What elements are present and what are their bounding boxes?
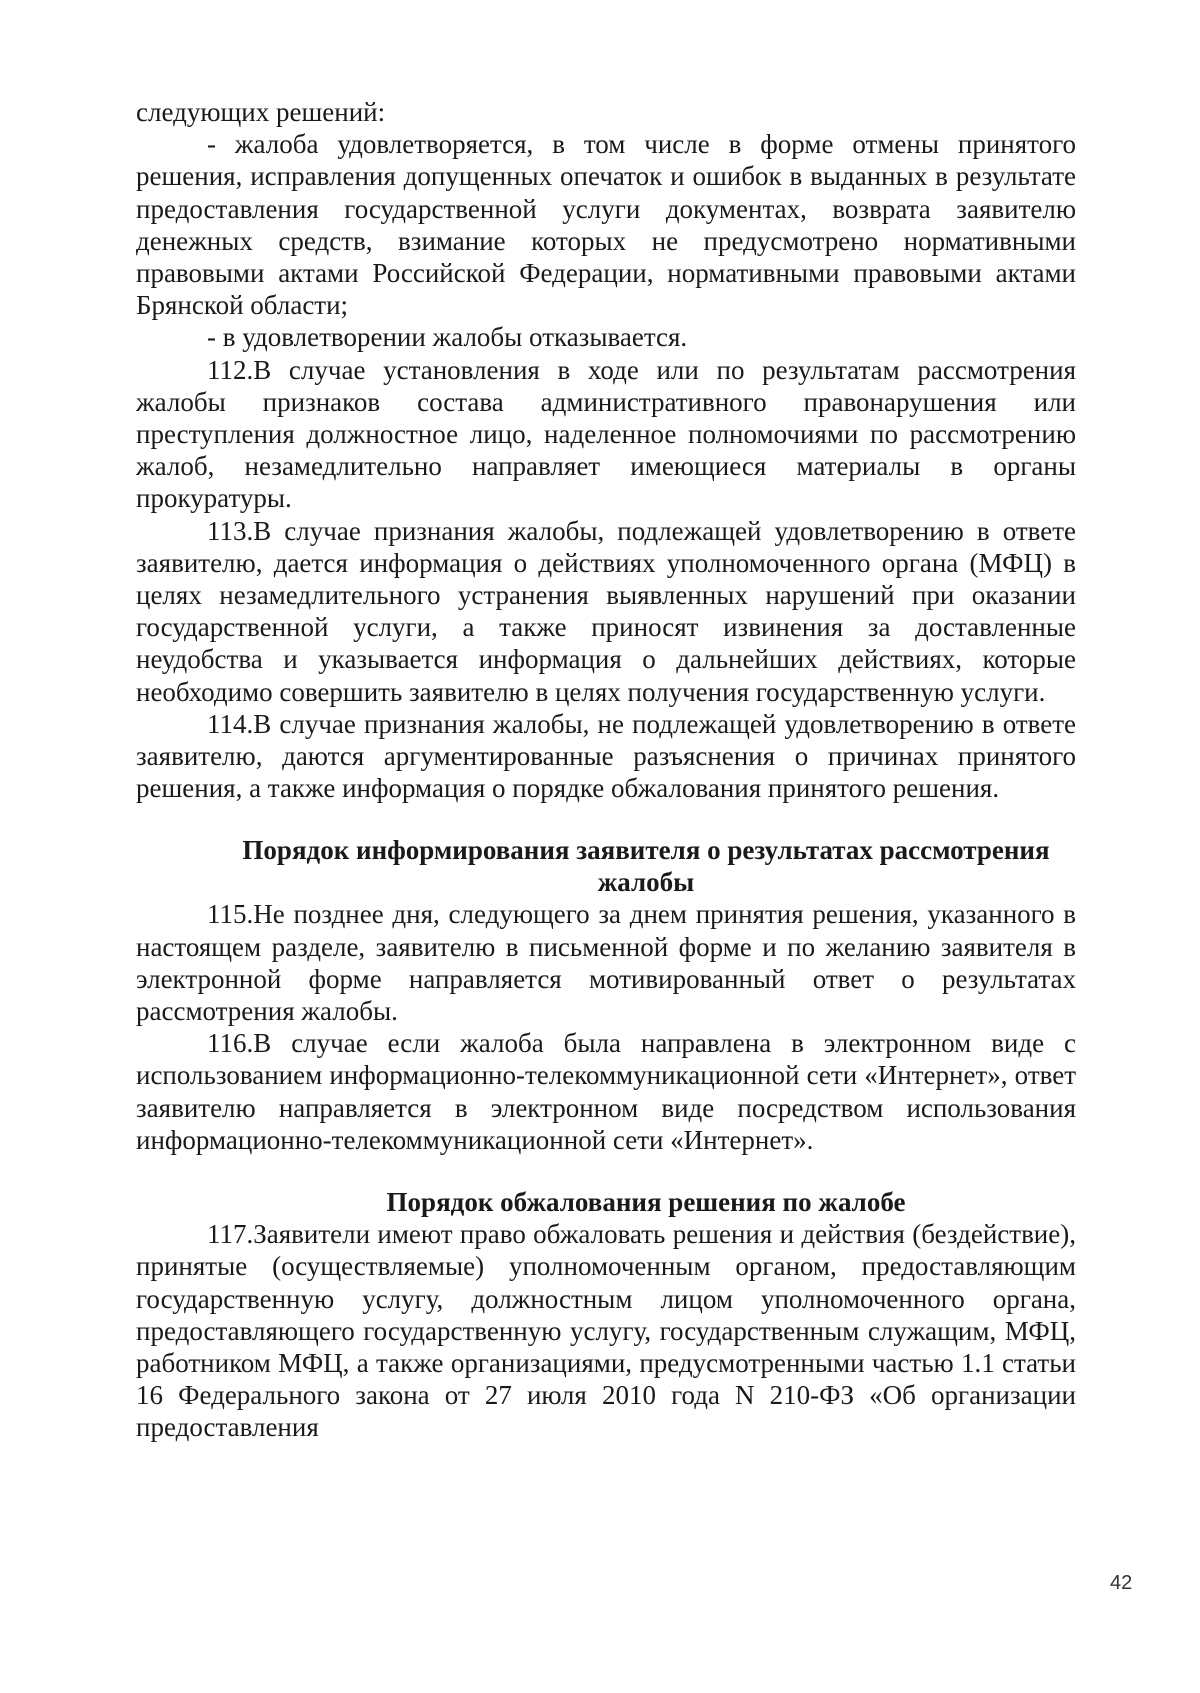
paragraph-continuation: следующих решений:: [136, 97, 386, 127]
spacer: [136, 804, 1076, 834]
paragraph-complaint-rejected: - в удовлетворении жалобы отказывается.: [207, 322, 688, 353]
paragraph-113: 113.В случае признания жалобы, подлежащей удовлетворению в ответе заявителю, дается информация о действиях уполномоченного органа (МФЦ) в целях незамедлительного устранения выявленных нарушений при оказании государственной услуги, а также приносят извинения за доставленные неудобства и указывается информация о дальнейших действиях, которые необходимо совершить заявителю в целях получения государственную услуги.: [136, 515, 1076, 707]
paragraph-116: 116.В случае если жалоба была направлена в электронном виде с использованием информационно-телекоммуникационной сети «Интернет», ответ заявителю направляется в электронном виде посредством использования информационно-телекоммуникационной сети «Интернет».: [136, 1028, 1076, 1155]
paragraph-112: 112.В случае установления в ходе или по результатам рассмотрения жалобы признаков состава административного правонарушения или преступления должностное лицо, наделенное полномочиями по рассмотрению жалоб, незамедлительно направляет имеющиеся материалы в органы прокуратуры.: [136, 354, 1076, 514]
document-body: [136, 96, 1076, 1444]
paragraph-115: 115.Не позднее дня, следующего за днем принятия решения, указанного в настоящем разделе, заявителю в письменной форме и по желанию заявителя в электронной форме направляется мотивированный ответ о результатах рассмотрения жалобы.: [136, 899, 1076, 1027]
paragraph-complaint-satisfied: - жалоба удовлетворяется, в том числе в форме отмены принятого решения, исправления допущенных опечаток и ошибок в выданных в результате предоставления государственной услуги документах, возврата заявителю денежных средств, взимание которых не предусмотрено нормативными правовыми актами Российской Федерации, нормативными правовыми актами Брянской области;: [136, 129, 1076, 321]
spacer: [136, 1156, 1076, 1186]
section-heading-appeal: Порядок обжалования решения по жалобе: [386, 1187, 906, 1218]
paragraph-117: 117.Заявители имеют право обжаловать решения и действия (бездействие), принятые (осуществляемые) уполномоченным органом, предоставляющим государственную услугу, должностным лицом уполномоченного органа, предоставляющего государственную услугу, государственным служащим, МФЦ, работником МФЦ, а также организациями, предусмотренными частью 1.1 статьи 16 Федерального закона от 27 июля 2010 года N 210-ФЗ «Об организации предоставления: [136, 1219, 1076, 1443]
page-number: 42: [1110, 1572, 1133, 1594]
section-heading-informing: Порядок информирования заявителя о результатах рассмотрения жалобы: [242, 835, 1050, 898]
paragraph-114: 114.В случае признания жалобы, не подлежащей удовлетворению в ответе заявителю, даются аргументированные разъяснения о причинах принятого решения, а также информация о порядке обжалования принятого решения.: [136, 708, 1076, 804]
